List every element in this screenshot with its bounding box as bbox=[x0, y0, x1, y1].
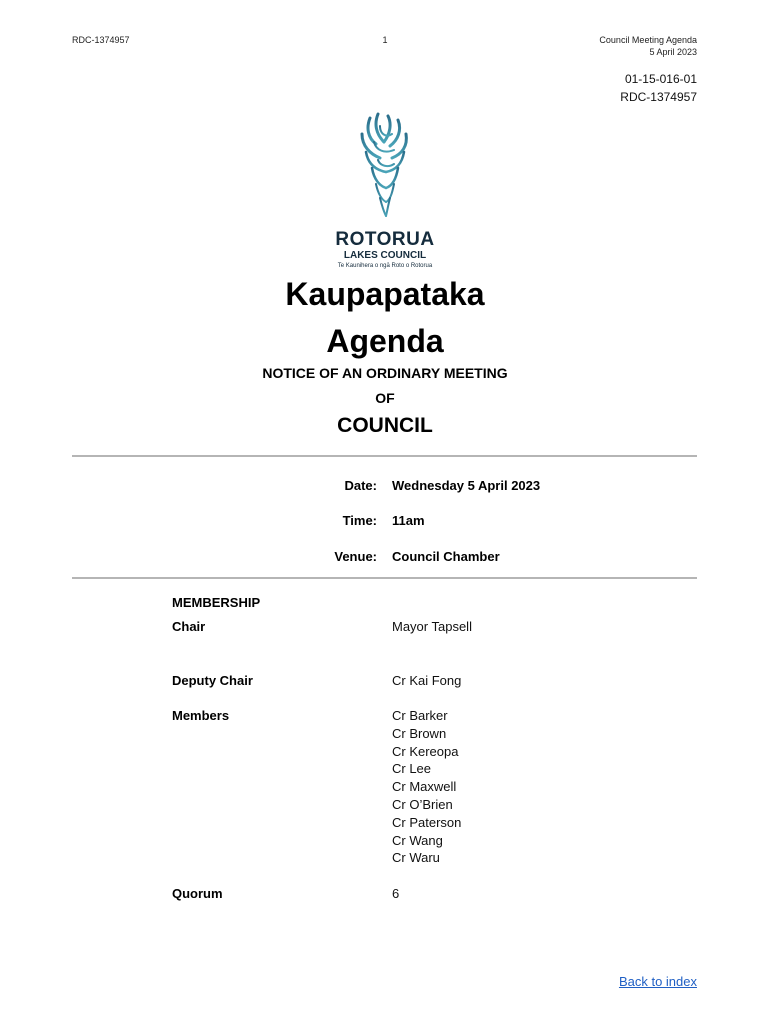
meeting-notice: NOTICE OF AN ORDINARY MEETING bbox=[262, 365, 508, 381]
header-meeting-info bbox=[599, 34, 697, 58]
chair-label: Chair bbox=[172, 619, 206, 634]
record-number: RDC-1374957 bbox=[620, 90, 697, 104]
quorum-label: Quorum bbox=[172, 886, 223, 901]
membership-heading: MEMBERSHIP bbox=[172, 595, 261, 610]
logo-name: ROTORUA bbox=[335, 229, 435, 250]
member-item: Cr Waru bbox=[392, 850, 440, 866]
member-item: Cr Brown bbox=[392, 725, 447, 741]
venue-value: Council Chamber bbox=[392, 549, 500, 564]
date-label: Date: bbox=[344, 478, 377, 493]
deputy-chair-value: Cr Kai Fong bbox=[392, 673, 462, 688]
member-item: Cr Wang bbox=[392, 832, 443, 848]
logo-tagline: Te Kaunihera o ngā Roto o Rotorua bbox=[337, 263, 433, 269]
member-item: Cr O’Brien bbox=[392, 796, 453, 812]
title-agenda: Agenda bbox=[326, 323, 444, 359]
member-item: Cr Lee bbox=[392, 761, 432, 777]
title-kaupapataka: Kaupapataka bbox=[285, 276, 485, 312]
header-doc-id: RDC-1374957 bbox=[72, 35, 130, 45]
document-references bbox=[620, 70, 697, 106]
meeting-body: COUNCIL bbox=[337, 414, 433, 437]
quorum-value: 6 bbox=[392, 886, 400, 901]
member-item: Cr Barker bbox=[392, 708, 448, 723]
member-item: Cr Kereopa bbox=[392, 743, 459, 759]
time-label: Time: bbox=[342, 513, 377, 528]
venue-label: Venue: bbox=[334, 549, 377, 564]
logo-subname: LAKES COUNCIL bbox=[343, 250, 427, 261]
member-item: Cr Maxwell bbox=[392, 779, 457, 795]
divider-bottom bbox=[72, 577, 697, 579]
council-logo-icon bbox=[356, 112, 414, 224]
header-meeting-date: 5 April 2023 bbox=[649, 47, 697, 57]
header-meeting-title: Council Meeting Agenda bbox=[599, 35, 697, 45]
members-label: Members bbox=[172, 708, 230, 723]
council-logo bbox=[0, 112, 770, 271]
chair-value: Mayor Tapsell bbox=[392, 619, 472, 634]
member-item: Cr Paterson bbox=[392, 814, 462, 830]
date-value: Wednesday 5 April 2023 bbox=[392, 478, 541, 493]
divider-top bbox=[72, 455, 697, 457]
time-value: 11am bbox=[392, 513, 425, 528]
page-number: 1 bbox=[382, 35, 388, 45]
deputy-chair-label: Deputy Chair bbox=[172, 673, 253, 688]
file-number: 01-15-016-01 bbox=[624, 72, 697, 86]
members-list bbox=[392, 707, 461, 867]
back-to-index-link[interactable]: Back to index bbox=[618, 974, 697, 989]
meeting-notice-of: OF bbox=[375, 390, 395, 406]
